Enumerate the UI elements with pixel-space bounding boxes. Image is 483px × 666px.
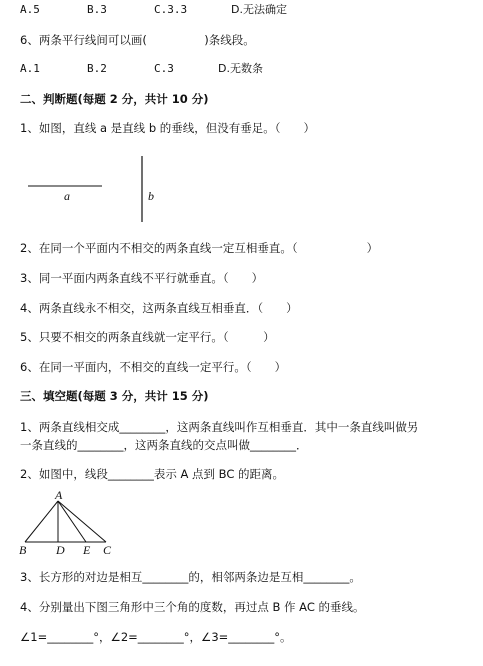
segment-ab (25, 501, 58, 542)
q5-option-b: B.3 (87, 3, 107, 16)
q6-stem: 6、两条平行线间可以画( )条线段。 (20, 33, 255, 47)
section3-title: 三、填空题(每题 3 分，共计 15 分) (20, 389, 209, 403)
fill-q4-angles: ∠1=________°，∠2=________°，∠3=________°。 (20, 630, 292, 644)
q5-option-d: D.无法确定 (231, 3, 287, 16)
label-b: b (148, 189, 154, 203)
label-a: a (64, 189, 70, 203)
judge-item-4: 4、两条直线永不相交，这两条直线互相垂直．（ ） (20, 301, 298, 315)
fill-q1-line1: 1、两条直线相交成________，这两条直线叫作互相垂直．其中一条直线叫做另 (20, 420, 419, 434)
judge-item-6: 6、在同一平面内，不相交的直线一定平行。（ ） (20, 360, 287, 374)
fill-q1-line2: 一条直线的________，这两条直线的交点叫做________． (20, 438, 308, 452)
fill-q3: 3、长方形的对边是相互________的，相邻两条边是互相________。 (20, 570, 361, 584)
q6-option-b: B.2 (87, 62, 107, 75)
label-A: A (55, 488, 63, 502)
q6-option-d: D.无数条 (218, 62, 263, 75)
fill-q2: 2、如图中，线段________表示 A 点到 BC 的距离。 (20, 467, 285, 481)
label-B: B (19, 543, 27, 557)
judge-item-3: 3、同一平面内两条直线不平行就垂直。（ ） (20, 271, 264, 285)
judge-item-1: 1、如图，直线 a 是直线 b 的垂线，但没有垂足。（ ） (20, 121, 316, 135)
section2-title: 二、判断题(每题 2 分，共计 10 分) (20, 92, 209, 106)
judge-item-5: 5、只要不相交的两条直线就一定平行。（ ） (20, 330, 275, 344)
q5-option-c: C.3.3 (154, 3, 188, 16)
q6-option-c: C.3 (154, 62, 174, 75)
q5-option-a: A.5 (20, 3, 40, 16)
label-D: D (56, 543, 65, 557)
label-C: C (103, 543, 112, 557)
fill-q4: 4、分别量出下图三角形中三个角的度数，再过点 B 作 AC 的垂线。 (20, 600, 365, 614)
q6-option-a: A.1 (20, 62, 40, 75)
label-E: E (83, 543, 91, 557)
judge-item-2: 2、在同一个平面内不相交的两条直线一定互相垂直。（ ） (20, 241, 379, 255)
